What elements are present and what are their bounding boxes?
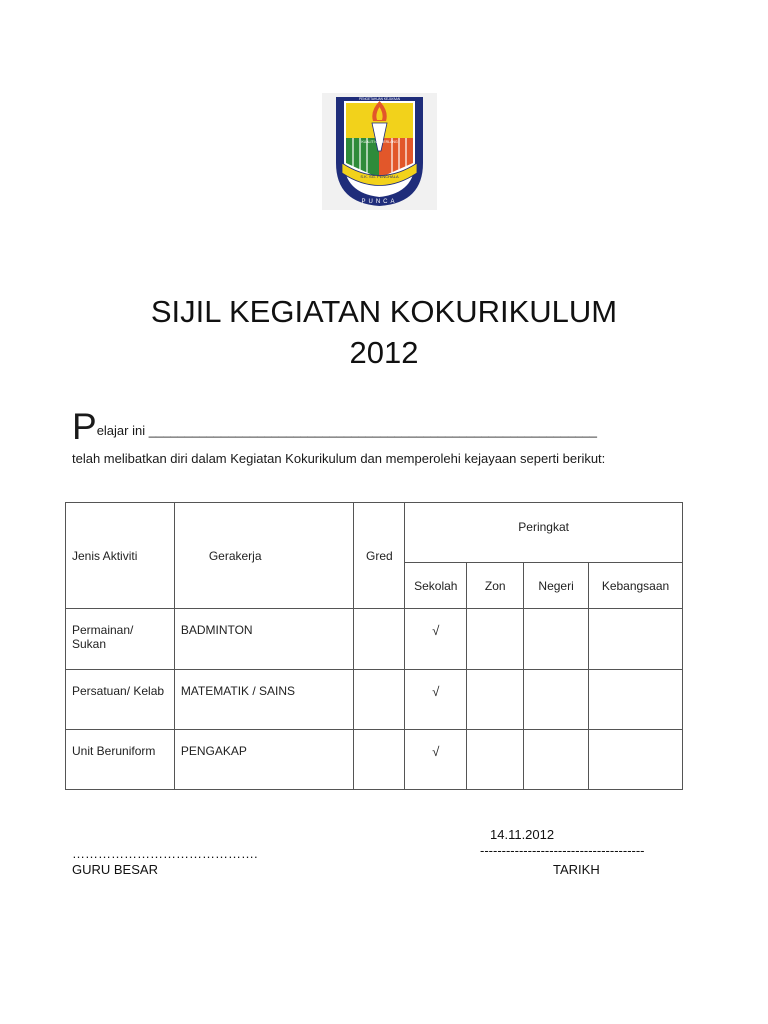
crest-ribbon-text: KUALITI CEMERLANG — [361, 140, 398, 144]
row-gred — [354, 669, 405, 729]
row-kebangsaan — [589, 669, 683, 729]
drop-cap: P — [72, 407, 97, 447]
row-gerakerja: MATEMATIK / SAINS — [174, 669, 354, 729]
row-gred — [354, 729, 405, 789]
date-signature-line: -------------------------------------- — [480, 843, 645, 858]
student-name-line — [72, 407, 686, 447]
row-kebangsaan — [589, 609, 683, 669]
crest-ring-text: PENGETAHUAN KEJAYAAN — [358, 97, 401, 101]
header-zon: Zon — [467, 563, 524, 609]
header-activity: Jenis Aktiviti — [66, 503, 175, 609]
row-gred — [354, 609, 405, 669]
header-peringkat: Peringkat — [405, 503, 683, 563]
intro-text: elajar ini — [96, 423, 146, 438]
school-crest-logo — [322, 93, 437, 210]
row-activity: Persatuan/ Kelab — [66, 669, 175, 729]
crest-motto-text: PUNCA — [361, 199, 398, 205]
headmaster-signature-line: ……………………………………. — [72, 846, 258, 861]
header-negeri: Negeri — [524, 563, 589, 609]
table-row — [66, 669, 683, 729]
crest-school-text: S.K. SG. PENCHALA — [360, 174, 399, 179]
date-value: 14.11.2012 — [490, 827, 555, 842]
table-row — [66, 729, 683, 789]
row-activity: Unit Beruniform — [66, 729, 175, 789]
row-negeri — [524, 729, 589, 789]
header-kebangsaan: Kebangsaan — [589, 563, 683, 609]
certificate-year: 2012 — [349, 335, 419, 370]
name-blank: ______________________________________________________________ — [148, 423, 597, 438]
row-kebangsaan — [589, 729, 683, 789]
intro-paragraph: telah melibatkan diri dalam Kegiatan Kokurikulum dan memperolehi kejayaan seperti berikut: — [72, 451, 606, 466]
row-sekolah-tick: √ — [405, 609, 467, 669]
table-row — [66, 609, 683, 669]
header-gred: Gred — [354, 503, 405, 609]
row-sekolah-tick: √ — [405, 669, 467, 729]
row-zon — [467, 609, 524, 669]
headmaster-label: GURU BESAR — [72, 862, 158, 877]
certificate-title: SIJIL KEGIATAN KOKURIKULUM — [150, 294, 618, 329]
row-zon — [467, 729, 524, 789]
row-gerakerja: BADMINTON — [174, 609, 354, 669]
row-sekolah-tick: √ — [405, 729, 467, 789]
header-sekolah: Sekolah — [405, 563, 467, 609]
activity-table — [65, 502, 683, 790]
date-label: TARIKH — [553, 862, 600, 877]
row-activity: Permainan/ Sukan — [66, 609, 175, 669]
header-gerakerja: Gerakerja — [174, 503, 354, 609]
row-zon — [467, 669, 524, 729]
row-negeri — [524, 609, 589, 669]
row-negeri — [524, 669, 589, 729]
row-gerakerja: PENGAKAP — [174, 729, 354, 789]
